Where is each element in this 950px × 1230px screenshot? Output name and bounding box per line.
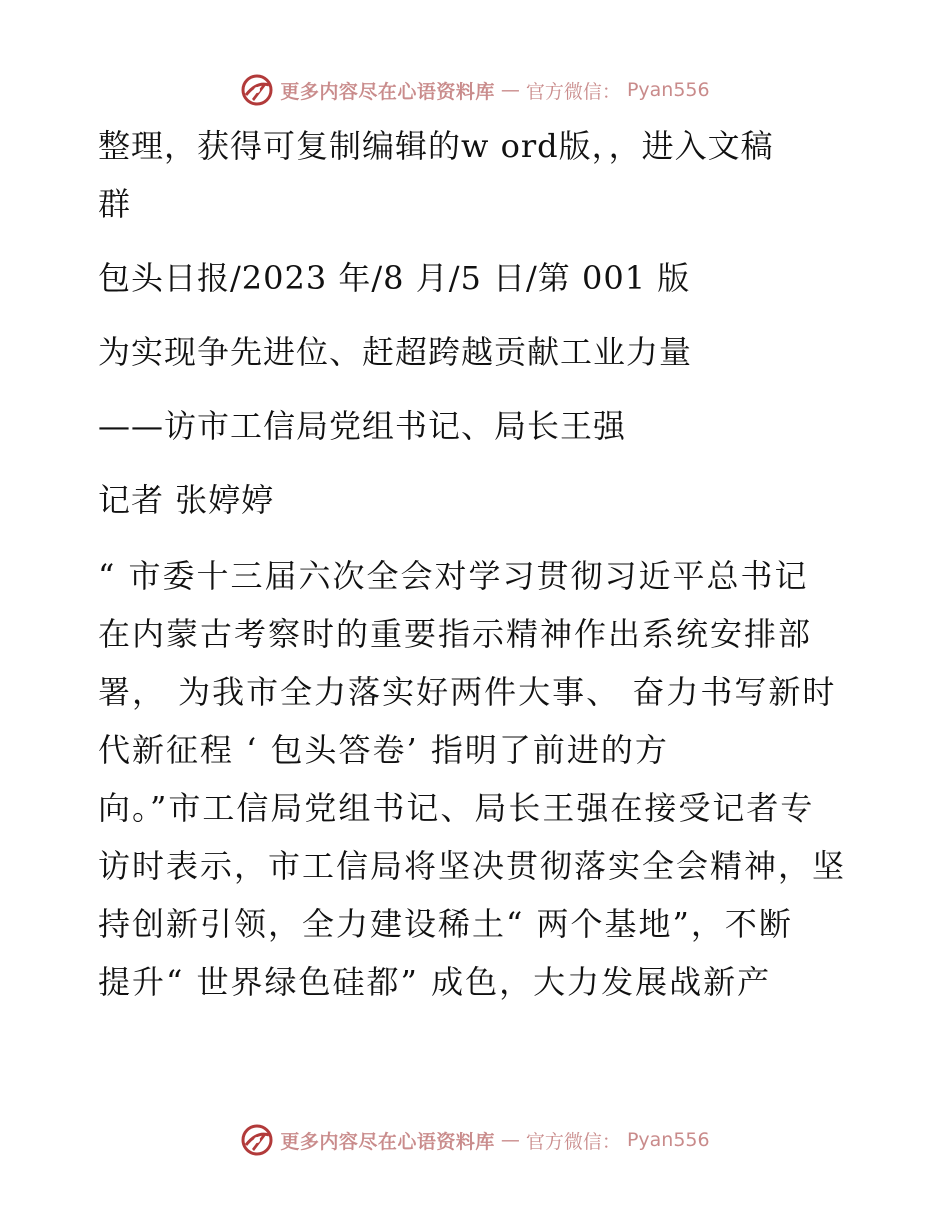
footer-watermark [0,1120,950,1160]
paragraph-line: 持创新引领，全力建设稀土“ 两个基地”，不断 [98,905,793,943]
brand-logo-icon [240,1123,274,1157]
intro-line-1: 整理，获得可复制编辑的w ord版，，进入文稿 [98,127,774,165]
header-brand-text: 更多内容尽在心语资料库 [280,80,495,103]
intro-line-2: 群 [98,185,132,223]
footer-brand-text: 更多内容尽在心语资料库 [280,1130,495,1153]
paragraph-line: 在内蒙古考察时的重要指示精神作出系统安排部 [98,615,813,653]
header-wechat-id: Pyan556 [626,79,710,101]
header-brand-separator: — [500,79,520,101]
paragraph-line: 向。”市工信局党组书记、局长王强在接受记者专 [98,789,815,827]
footer-brand-separator: — [500,1129,520,1151]
paragraph-line: “ 市委十三届六次全会对学习贯彻习近平总书记 [98,557,809,595]
paragraph-line: 署， 为我市全力落实好两件大事、 奋力书写新时 [98,673,837,711]
paragraph-line: 访时表示，市工信局将坚决贯彻落实全会精神，坚 [98,847,847,885]
brand-logo-icon [240,73,274,107]
article-subtitle: ——访市工信局党组书记、局长王强 [98,407,627,445]
paragraph-line: 代新征程 ‘ 包头答卷’ 指明了前进的方 [98,731,669,769]
header-wechat-label: 官方微信： [525,80,621,103]
footer-wechat-id: Pyan556 [626,1129,710,1151]
article-title: 为实现争先进位、赶超跨越贡献工业力量 [98,333,693,371]
byline: 记者 张婷婷 [98,481,275,519]
source-line: 包头日报/2023 年/8 月/5 日/第 001 版 [98,259,691,297]
paragraph-line: 提升“ 世界绿色硅都” 成色，大力发展战新产 [98,963,772,1001]
header-watermark [0,70,950,110]
footer-wechat-label: 官方微信： [525,1130,621,1153]
